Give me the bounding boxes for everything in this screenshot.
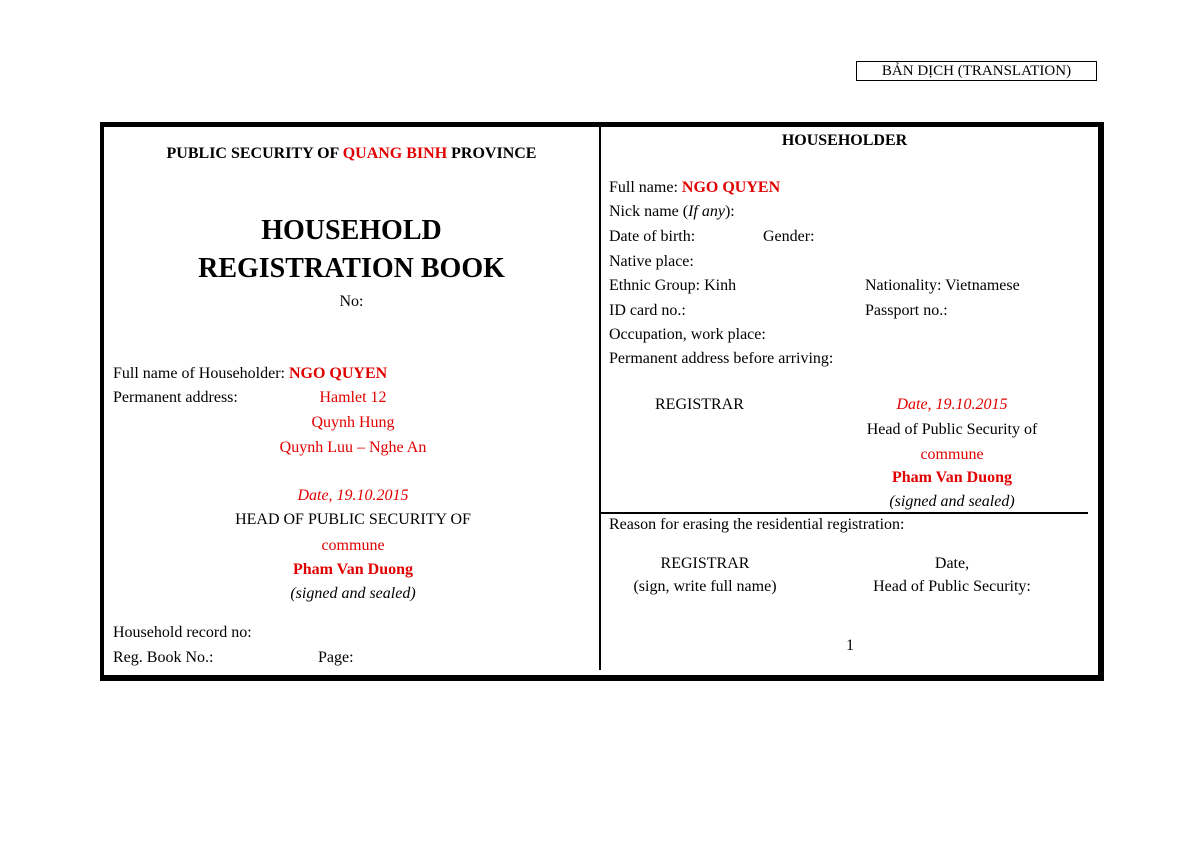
right-signed-note: (signed and sealed) bbox=[889, 493, 1015, 510]
page-number: 1 bbox=[846, 637, 854, 654]
authority-prefix: PUBLIC SECURITY OF bbox=[166, 145, 343, 162]
full-name-value: NGO QUYEN bbox=[681, 179, 781, 196]
passport-label: Passport no.: bbox=[865, 302, 948, 319]
householder-name: NGO QUYEN bbox=[288, 365, 388, 382]
left-official-name: Pham Van Duong bbox=[292, 561, 414, 578]
right-date: Date, 19.10.2015 bbox=[896, 396, 1008, 413]
right-commune: commune bbox=[920, 446, 984, 463]
full-name-label: Full name: bbox=[609, 179, 682, 196]
left-signed-note: (signed and sealed) bbox=[290, 585, 416, 602]
nick-name-line bbox=[609, 203, 735, 221]
registrar2-note: (sign, write full name) bbox=[633, 578, 777, 595]
householder-line bbox=[113, 365, 387, 383]
head2-label: Head of Public Security: bbox=[873, 578, 1031, 595]
column-divider bbox=[599, 127, 601, 670]
reg-book-label: Reg. Book No.: bbox=[113, 649, 214, 666]
id-card-label: ID card no.: bbox=[609, 302, 686, 319]
registrar2-label: REGISTRAR bbox=[660, 555, 750, 572]
nick-name-end: ): bbox=[724, 203, 735, 220]
nationality-label: Nationality: Vietnamese bbox=[865, 277, 1020, 294]
translation-label: BẢN DỊCH (TRANSLATION) bbox=[856, 61, 1097, 81]
occupation-label: Occupation, work place: bbox=[609, 326, 766, 343]
householder-label: Full name of Householder: bbox=[113, 365, 289, 382]
date2-label: Date, bbox=[934, 555, 970, 572]
ethnic-group-label: Ethnic Group: Kinh bbox=[609, 277, 737, 294]
prev-address-label: Permanent address before arriving: bbox=[609, 350, 834, 367]
left-head-title: HEAD OF PUBLIC SECURITY OF bbox=[235, 511, 471, 528]
gender-label: Gender: bbox=[763, 228, 815, 245]
left-commune: commune bbox=[321, 537, 385, 554]
address-line1: Hamlet 12 bbox=[319, 389, 387, 406]
full-name-line bbox=[609, 179, 780, 197]
householder-heading: HOUSEHOLDER bbox=[781, 132, 908, 149]
registrar-label: REGISTRAR bbox=[655, 396, 744, 413]
address-label: Permanent address: bbox=[113, 389, 238, 406]
book-number-label: No: bbox=[339, 293, 364, 310]
address-line3: Quynh Luu – Nghe An bbox=[279, 439, 427, 456]
erase-reason-label: Reason for erasing the residential registration: bbox=[609, 516, 905, 533]
household-record-label: Household record no: bbox=[113, 624, 252, 641]
dob-label: Date of birth: bbox=[609, 228, 696, 245]
book-title-line1: HOUSEHOLD bbox=[261, 215, 442, 246]
nick-name-hint: If any bbox=[688, 203, 725, 220]
authority-suffix: PROVINCE bbox=[447, 145, 537, 162]
authority-heading bbox=[104, 145, 599, 163]
nick-name-label: Nick name ( bbox=[609, 203, 689, 220]
native-place-label: Native place: bbox=[609, 253, 694, 270]
address-line2: Quynh Hung bbox=[311, 414, 395, 431]
page-label: Page: bbox=[318, 649, 354, 666]
book-title-line2: REGISTRATION BOOK bbox=[198, 253, 505, 284]
authority-province: QUANG BINH bbox=[342, 145, 448, 162]
erase-section-divider bbox=[601, 512, 1088, 514]
left-date: Date, 19.10.2015 bbox=[297, 487, 409, 504]
right-head-title: Head of Public Security of bbox=[866, 421, 1038, 438]
right-official-name: Pham Van Duong bbox=[891, 469, 1013, 486]
